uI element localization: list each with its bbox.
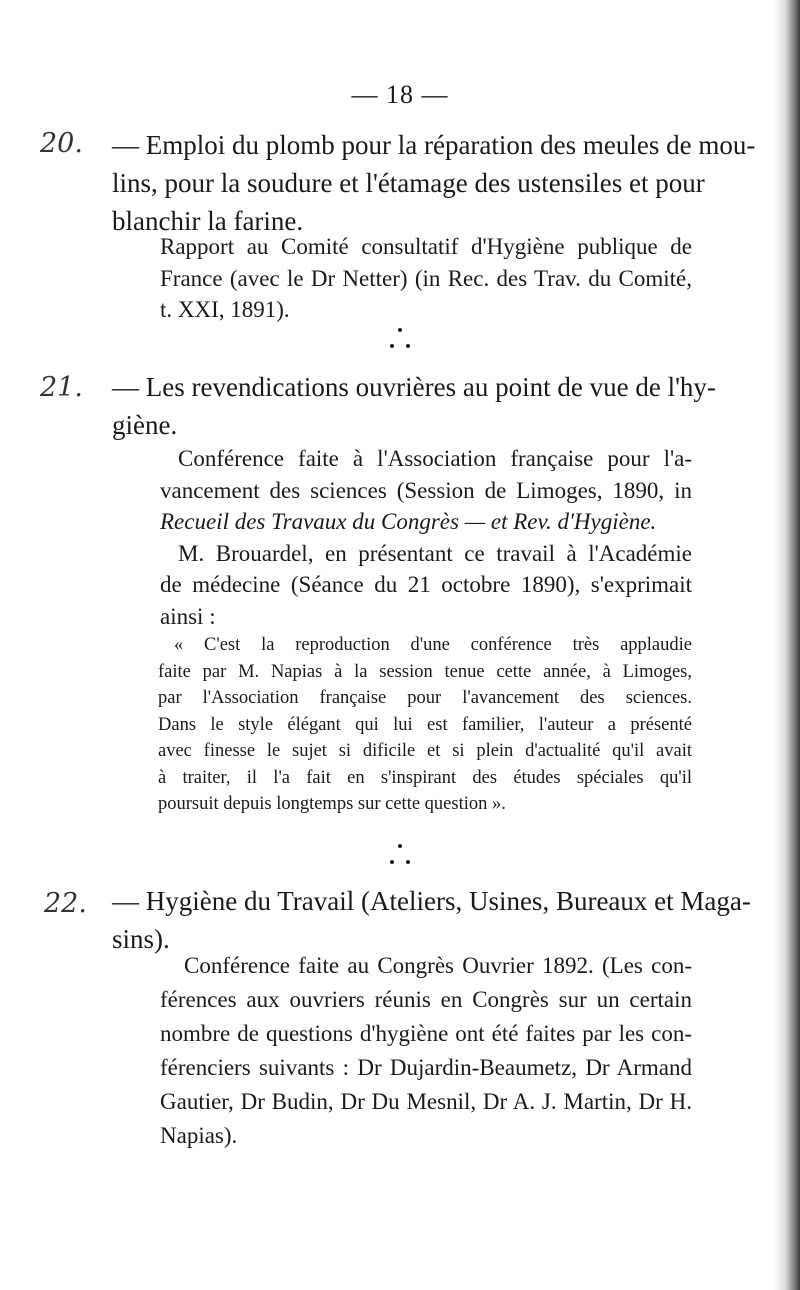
quotation-block bbox=[158, 632, 692, 818]
entry-number: 20. bbox=[40, 128, 83, 159]
quote-line: poursuit depuis longtemps sur cette question ». bbox=[158, 794, 506, 814]
entry-title bbox=[112, 882, 751, 958]
body-line: M. Brouardel, en présentant ce travail à l'Académie bbox=[178, 540, 692, 566]
entry-title bbox=[112, 126, 756, 240]
quote-line: avec finesse le sujet si dificile et si plein d'actualité qu'il avait bbox=[158, 741, 692, 761]
body-line: férenciers suivants : Dr Dujardin-Beaumetz, Dr Armand bbox=[160, 1055, 692, 1080]
title-line: — Emploi du plomb pour la réparation des meules de mou- bbox=[112, 130, 756, 160]
page-number: — 18 — bbox=[351, 80, 449, 109]
quote-line: par l'Association française pour l'avancement des sciences. bbox=[158, 688, 692, 708]
body-line: férences aux ouvriers réunis en Congrès sur un certain bbox=[160, 987, 692, 1012]
entry-body bbox=[112, 950, 692, 1154]
entry-body bbox=[160, 231, 692, 326]
title-line: — Hygiène du Travail (Ateliers, Usines, Bureaux et Maga- bbox=[112, 886, 751, 916]
title-line: giène. bbox=[112, 410, 178, 440]
entry-number: 21. bbox=[40, 372, 83, 403]
entry-body bbox=[112, 443, 692, 632]
body-line: Gautier, Dr Budin, Dr Du Mesnil, Dr A. J. Martin, Dr H. bbox=[160, 1089, 692, 1114]
quote-line: Dans le style élégant qui lui est familier, l'auteur a présenté bbox=[158, 714, 692, 735]
asterism-separator bbox=[378, 328, 422, 354]
body-line: ainsi : bbox=[160, 603, 216, 629]
body-line: Conférence faite à l'Association française pour l'a- bbox=[178, 446, 692, 471]
title-line: lins, pour la soudure et l'étamage des ustensiles et pour bbox=[112, 168, 705, 198]
quote-line: faite par M. Napias à la session tenue cette année, à Limoges, bbox=[158, 661, 692, 682]
body-line: Conférence faite au Congrès Ouvrier 1892. (Les con- bbox=[184, 953, 692, 978]
entry-title bbox=[112, 368, 716, 444]
body-line: France (avec le Dr Netter) (in Rec. des Trav. du Comité, bbox=[160, 265, 692, 291]
body-line: de médecine (Séance du 21 octobre 1890), s'exprimait bbox=[160, 572, 692, 597]
title-line: blanchir la farine. bbox=[112, 206, 304, 236]
body-line: Napias). bbox=[160, 1123, 238, 1148]
asterism-separator bbox=[378, 844, 422, 870]
body-line: Rapport au Comité consultatif d'Hygiène publique de bbox=[160, 234, 692, 259]
quote-line: « C'est la reproduction d'une conférence très applaudie bbox=[174, 635, 692, 655]
entry-number: 22. bbox=[44, 888, 87, 919]
body-line: t. XXI, 1891). bbox=[160, 297, 290, 322]
body-line: nombre de questions d'hygiène ont été faites par les con- bbox=[160, 1021, 692, 1046]
body-line: vancement des sciences (Session de Limoges, 1890, in bbox=[160, 477, 692, 503]
body-line: Recueil des Travaux du Congrès — et Rev. d'Hygiène. bbox=[160, 509, 657, 534]
page-edge-shadow bbox=[774, 0, 800, 1290]
title-line: — Les revendications ouvrières au point de vue de l'hy- bbox=[112, 372, 716, 402]
quote-line: à traiter, il l'a fait en s'inspirant des études spéciales qu'il bbox=[158, 767, 692, 788]
title-line: sins). bbox=[112, 924, 170, 954]
